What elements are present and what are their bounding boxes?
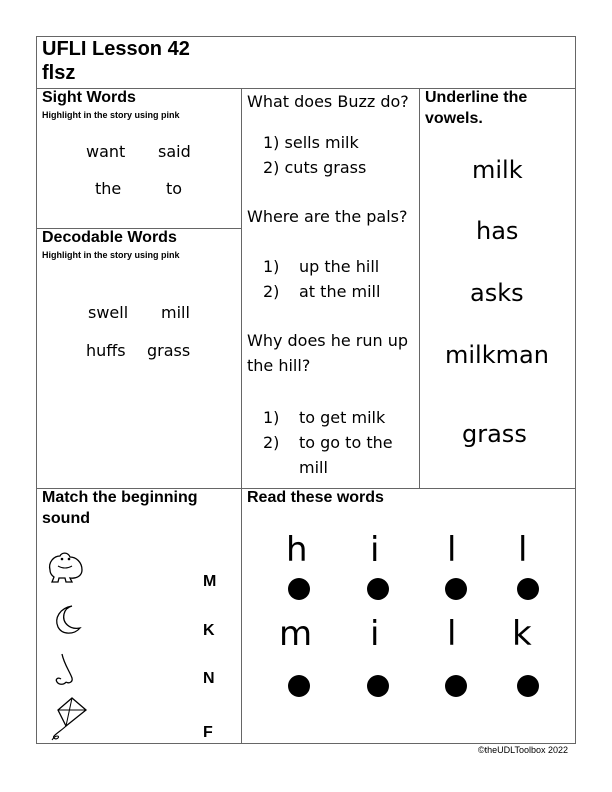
question-2-number: 1) [263,257,280,276]
copyright-text: theUDLToolbox 2022 [484,745,569,755]
copyright-footer [478,745,568,755]
question-2-number: 2) [263,282,280,301]
question-3-number: 1) [263,408,280,427]
vowel-word: has [476,217,519,245]
sound-dot [367,578,389,600]
vowels-title-line-1: Underline the [425,89,528,106]
vowels-title-line-2: vowels. [425,110,483,127]
question-3-number: 2) [263,433,280,452]
match-letter: K [203,622,215,639]
sound-letter: i [370,530,380,570]
sound-dot [367,675,389,697]
sound-dot [288,578,310,600]
vowel-word: asks [470,279,524,307]
match-title-line-2: sound [42,510,90,527]
question-3-option-continued: mill [299,458,328,477]
vowel-word: milkman [445,341,549,369]
question-3-line-2: the hill? [247,356,311,375]
sight-word: want [86,142,126,161]
nose-icon [52,652,78,688]
kite-icon [48,696,88,742]
sight-word: to [166,179,183,198]
sound-letter: l [518,530,528,570]
decodable-word: grass [147,341,191,360]
sound-letter: i [370,614,380,654]
sight-word: the [95,179,122,198]
question-1-option: 2) cuts grass [263,158,367,177]
decodable-word: mill [161,303,190,322]
question-3-line-1: Why does he run up [247,331,409,350]
decodable-words-title: Decodable Words [42,229,177,246]
sight-words-title: Sight Words [42,89,136,106]
question-2: Where are the pals? [247,207,408,226]
question-1: What does Buzz do? [247,92,409,111]
sight-words-instruction: Highlight in the story using pink [42,110,180,120]
sound-letter: m [279,614,313,654]
sound-dot [445,578,467,600]
sound-dot [445,675,467,697]
copyright-icon: © [478,745,485,755]
question-3-option: to go to the [299,433,393,452]
decodable-word: swell [88,303,129,322]
vowel-word: milk [472,156,523,184]
match-letter: M [203,573,217,590]
question-2-option: up the hill [299,257,380,276]
lesson-title: UFLI Lesson 42 [42,38,190,60]
vowel-word: grass [462,420,527,448]
sound-letter: h [286,530,308,570]
question-3-option: to get milk [299,408,386,427]
match-title-line-1: Match the beginning [42,489,198,506]
sound-letter: k [512,614,532,654]
decodable-word: huffs [86,341,126,360]
sight-word: said [158,142,191,161]
frog-icon [46,548,88,584]
match-letter: F [203,724,213,741]
decodable-words-box [36,228,242,489]
match-letter: N [203,670,215,687]
read-words-title: Read these words [247,489,384,506]
sound-letter: l [447,530,457,570]
sound-dot [288,675,310,697]
sound-letter: l [447,614,457,654]
question-1-option: 1) sells milk [263,133,359,152]
question-2-option: at the mill [299,282,381,301]
lesson-subtitle: flsz [42,62,76,84]
moon-icon [52,604,82,636]
sound-dot [517,675,539,697]
decodable-words-instruction: Highlight in the story using pink [42,250,180,260]
sound-dot [517,578,539,600]
